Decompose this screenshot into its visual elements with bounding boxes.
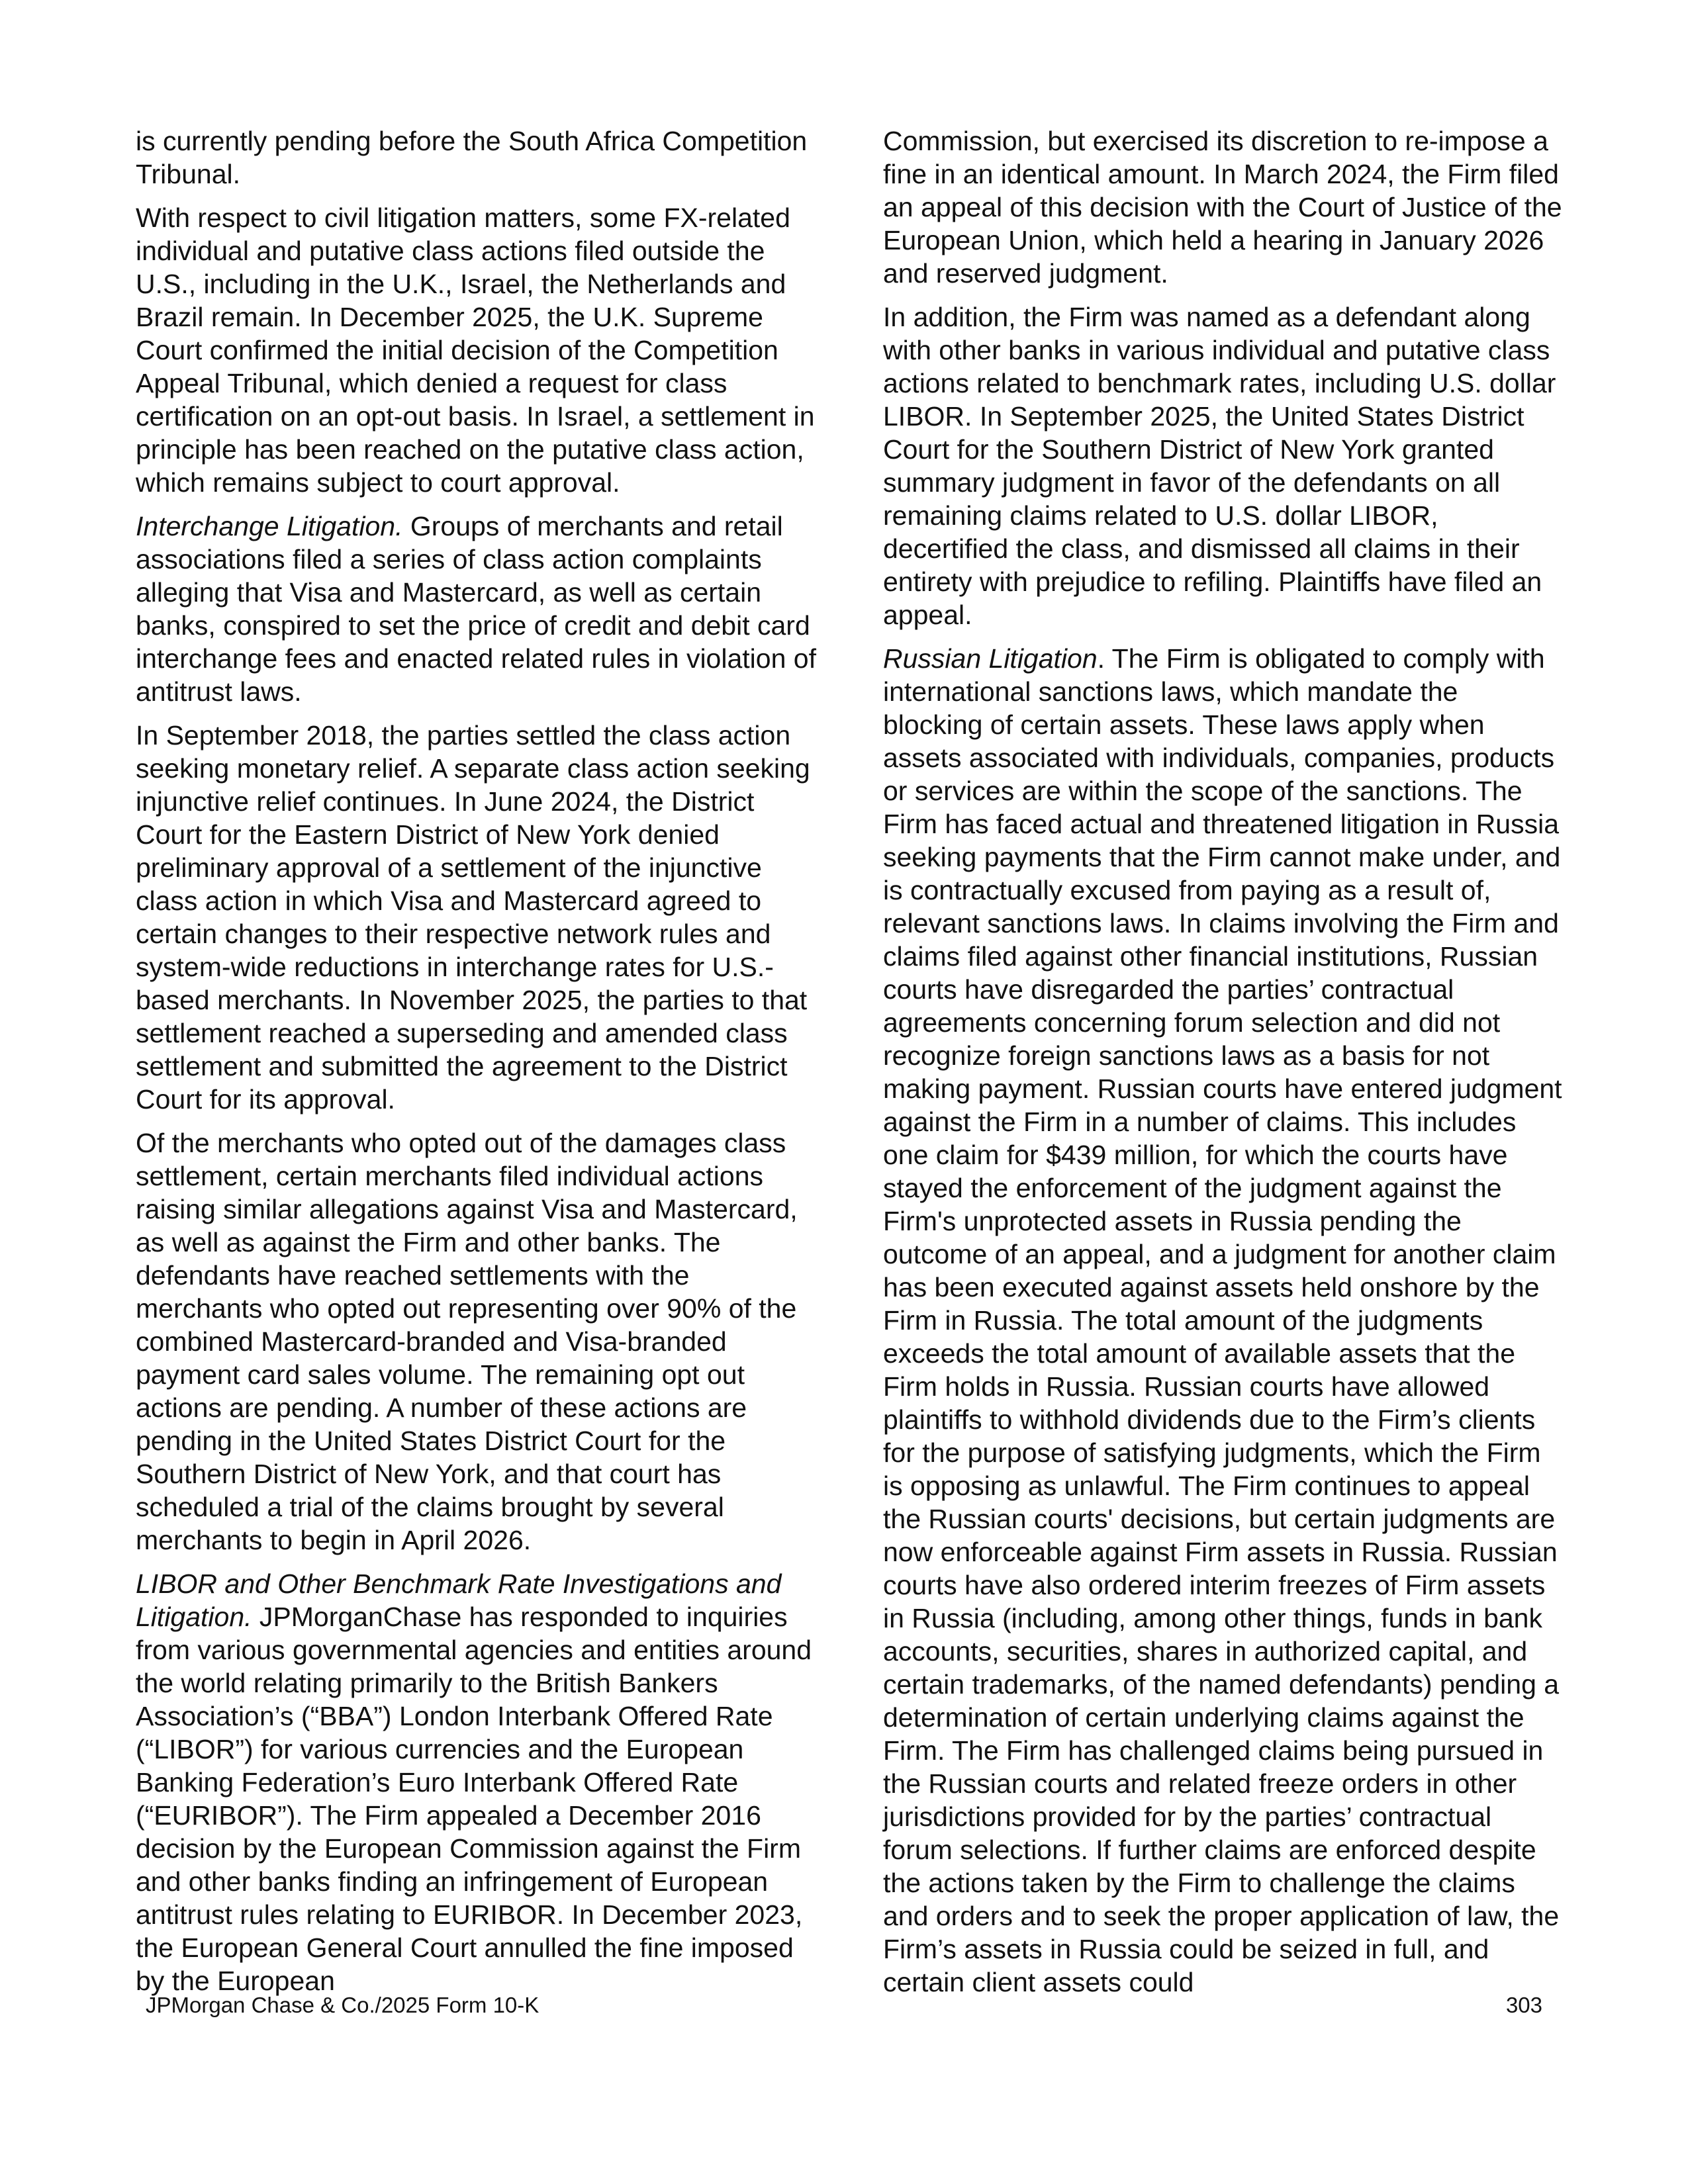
paragraph-opt-out-merchants: Of the merchants who opted out of the damages class settlement, certain merchants filed individual actions raising similar allegations against Visa and Mastercard, as well as against the Firm and other banks. The defendants have reached settlements with the merchants who opted out representing over 90% of the combined Mastercard-branded and Visa-branded payment card sales volume. The remaining opt out actions are pending. A number of these actions are pending in the United States District Court for the Southern District of New York, and that court has scheduled a trial of the claims brought by several merchants to begin in April 2026. xyxy=(136,1128,798,1555)
paragraph-benchmark-class-actions: In addition, the Firm was named as a defendant along with other banks in various individual and putative class actions related to benchmark rates, including U.S. dollar LIBOR. In September 2025, the United States District Court for the Southern District of New York granted summary judgment in favor of the defendants on all remaining claims related to U.S. dollar LIBOR, decertified the class, and dismissed all claims in their entirety with prejudice to refiling. Plaintiffs have filed an appeal. xyxy=(883,302,1556,630)
paragraph-libor-body: JPMorganChase has responded to inquiries from various governmental agencies and entities around the world relating primarily to the British Bankers Association’s (“BBA”) London Interbank Offered Rate (“LIBOR”) for various currencies and the European Banking Federation’s Euro Interbank Offered Rate (“EURIBOR”). The Firm appealed a December 2016 decision by the European Commission against the Firm and other banks finding an infringement of European antitrust rules relating to EURIBOR. In December 2023, the European General Court annulled the fine imposed by the European xyxy=(136,1602,812,1996)
paragraph-russian-litigation xyxy=(883,642,1565,1999)
heading-interchange-litigation: Interchange Litigation. xyxy=(136,511,403,541)
heading-libor-investigations: LIBOR and Other Benchmark Rate Investigations and Litigation. xyxy=(136,1569,782,1632)
right-column xyxy=(883,124,1565,2009)
paragraph-interchange-body: Groups of merchants and retail associations filed a series of class action complaints alleging that Visa and Mastercard, as well as certain banks, conspired to set the price of credit and debit card interchange fees and enacted related rules in violation of antitrust laws. xyxy=(136,511,816,707)
page-number: 303 xyxy=(1505,1993,1542,2017)
paragraph-interchange-settlement: In September 2018, the parties settled the class action seeking monetary relief. A separate class action seeking injunctive relief continues. In June 2024, the District Court for the Eastern District of New York denied preliminary approval of a settlement of the injunctive class action in which Visa and Mastercard agreed to certain changes to their respective network rules and system-wide reductions in interchange rates for U.S.-based merchants. In November 2025, the parties to that settlement reached a superseding and amended class settlement and submitted the agreement to the District Court for its approval. xyxy=(136,720,810,1115)
paragraph-south-africa-tribunal: is currently pending before the South Africa Competition Tribunal. xyxy=(136,126,808,189)
footer-source: JPMorgan Chase & Co./2025 Form 10-K xyxy=(146,1993,539,2017)
paragraph-libor-investigations xyxy=(136,1567,818,1997)
paragraph-fx-civil-litigation: With respect to civil litigation matters, some FX-related individual and putative class actions filed outside the U.S., including in the U.K., Israel, the Netherlands and Brazil remain. In December 2025, the U.K. Supreme Court confirmed the initial decision of the Competition Appeal Tribunal, which denied a request for class certification on an opt-out basis. In Israel, a settlement in principle has been reached on the putative class action, which remains subject to court approval. xyxy=(136,203,815,498)
paragraph-interchange-litigation xyxy=(136,510,818,708)
paragraph-euribor-appeal: Commission, but exercised its discretion to re-impose a fine in an identical amount. In March 2024, the Firm filed an appeal of this decision with the Court of Justice of the European Union, which held a hearing in January 2026 and reserved judgment. xyxy=(883,126,1562,289)
left-column xyxy=(136,124,818,2008)
paragraph-russian-body: . The Firm is obligated to comply with international sanctions laws, which mandate the blocking of certain assets. These laws apply when assets associated with individuals, companies, products or services are within the scope of the sanctions. The Firm has faced actual and threatened litigation in Russia seeking payments that the Firm cannot make under, and is contractually excused from paying as a result of, relevant sanctions laws. In claims involving the Firm and claims filed against other financial institutions, Russian courts have disregarded the parties’ contractual agreements concerning forum selection and did not recognize foreign sanctions laws as a basis for not making payment. Russian courts have entered judgment against the Firm in a number of claims. This includes one claim for $439 million, for which the courts have stayed the enforcement of the judgment against the Firm's unprotected assets in Russia pending the outcome of an appeal, and a judgment for another claim has been executed against assets held onshore by the Firm in Russia. The total amount of the judgments exceeds the total amount of available assets that the Firm holds in Russia. Russian courts have allowed plaintiffs to withhold dividends due to the Firm’s clients for the purpose of satisfying judgments, which the Firm is opposing as unlawful. The Firm continues to appeal the Russian courts' decisions, but certain judgments are now enforceable against Firm assets in Russia. Russian courts have also ordered interim freezes of Firm assets in Russia (including, among other things, funds in bank accounts, securities, shares in authorized capital, and certain trademarks, of the named defendants) pending a determination of certain underlying claims against the Firm. The Firm has challenged claims being pursued in the Russian courts and related freeze orders in other jurisdictions provided for by the parties’ contractual forum selections. If further claims are enforced despite the actions taken by the Firm to challenge the claims and orders and to seek the proper application of law, the Firm’s assets in Russia could be seized in full, and certain client assets could xyxy=(883,643,1562,1997)
heading-russian-litigation: Russian Litigation xyxy=(883,643,1098,674)
